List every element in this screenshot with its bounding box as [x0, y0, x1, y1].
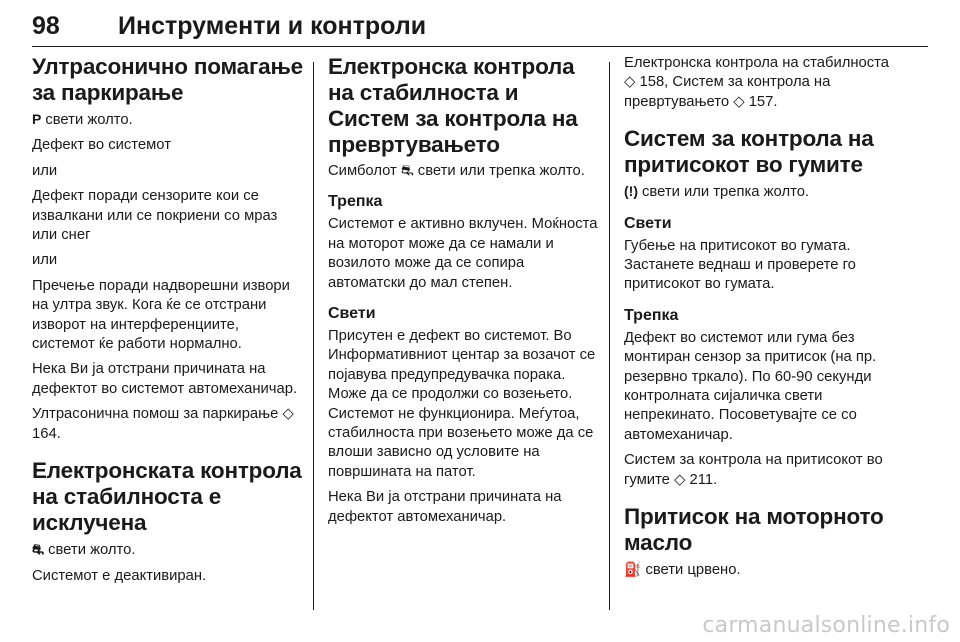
column-2: [328, 54, 600, 533]
oil-can-icon: ⛽: [624, 561, 642, 578]
parking-status-line: P свети жолто.: [32, 111, 133, 128]
heading-oil-pressure: Притисок на моторното масло: [624, 504, 884, 556]
page-title: Инструменти и контроли: [118, 12, 427, 40]
watermark: carmanualsonline.info: [702, 613, 950, 638]
column-3: [624, 54, 894, 587]
heading-tpms: Систем за контрола на притисокот во гумите: [624, 126, 874, 178]
page-number: 98: [32, 12, 60, 40]
column-divider: [609, 62, 610, 610]
cross-reference: Електронска контрола на стабилноста ◇ 158, Систем за контрола на превртувањето ◇ 157.: [624, 55, 890, 110]
paragraph: Нека Ви ја отстрани причината на дефектот во системот автомеханичар.: [32, 361, 298, 397]
paragraph: Системот е активно вклучен. Моќноста на моторот може да се намали и возилото може да се сопира автоматски до мал степен.: [328, 216, 598, 291]
paragraph: Дефект во системот: [32, 137, 171, 154]
heading-parking-assist: Ултрасонично помагање за паркирање: [32, 54, 303, 105]
parking-assist-icon: P: [32, 111, 42, 127]
column-1: [32, 54, 304, 592]
esc-off-icon: ⛐: [32, 541, 45, 558]
paragraph: Присутен е дефект во системот. Во Информативниот центар за возачот се појавува предупредувачка порака. Може да се продолжи со возењето. Системот не функционира. Меѓутоа, стабилноста при возењето може да се влоши зависно од условите на површината на патот.: [328, 328, 596, 480]
paragraph: или: [32, 162, 58, 179]
column-divider: [313, 62, 314, 610]
page-header: [32, 8, 928, 47]
paragraph: Дефект во системот или гума без монтиран сензор за притисок (на пр. резервно тркало). По 60-90 секунди контролната сијаличка свети непрекинато. Посоветувајте се со автомеханичар.: [624, 329, 877, 443]
heading-esc-off: Електронската контрола на стабилноста е исклучена: [32, 458, 302, 536]
paragraph: или: [32, 252, 58, 269]
paragraph: Симболот ⛐ свети или трепка жолто.: [328, 163, 585, 179]
subheading-flashes: Трепка: [624, 306, 679, 324]
paragraph: Нека Ви ја отстрани причината на дефектот автомеханичар.: [328, 489, 562, 525]
subheading-flashes: Трепка: [328, 193, 383, 211]
tire-pressure-icon: (!): [624, 183, 638, 200]
oil-status-line: ⛽ свети црвено.: [624, 561, 741, 579]
subheading-lit: Свети: [624, 214, 672, 232]
paragraph: Пречење поради надворешни извори на ултра звук. Кога ќе се отстрани изворот на интерференциите, системот ќе работи нормално.: [32, 277, 290, 353]
tpms-status-line: (!) свети или трепка жолто.: [624, 183, 810, 201]
esc-off-status-line: ⛐ свети жолто.: [32, 541, 136, 559]
subheading-lit: Свети: [328, 305, 376, 323]
heading-esc: Електронска контрола на стабилноста и Систем за контрола на превртувањето: [328, 54, 578, 157]
cross-reference: Систем за контрола на притисокот во гумите ◇ 211.: [624, 452, 883, 488]
cross-reference: Ултрасонична помош за паркирање ◇ 164.: [32, 406, 294, 442]
paragraph: Дефект поради сензорите кои се извалкани или се покриени со мраз или снег: [32, 188, 278, 244]
paragraph: Системот е деактивиран.: [32, 567, 207, 584]
paragraph: Губење на притисокот во гумата. Застанете веднаш и проверете го притисокот во гумата.: [624, 237, 856, 293]
